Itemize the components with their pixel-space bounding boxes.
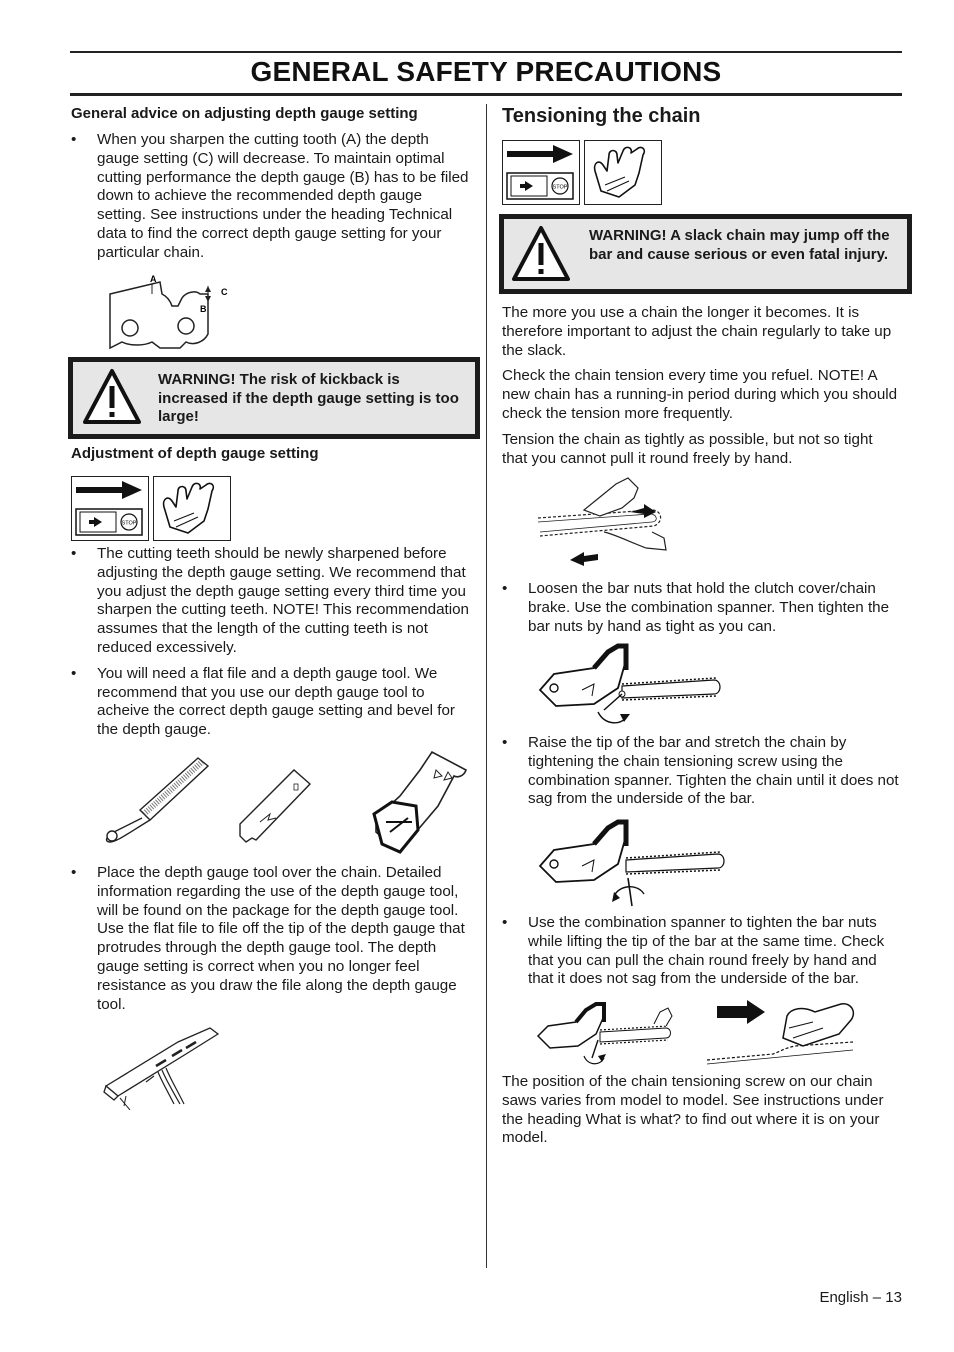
- tension-step-list: [502, 580, 902, 636]
- warning-triangle-icon: [512, 225, 570, 283]
- glove-pictogram: [584, 140, 662, 205]
- gauge-tool-list: [71, 864, 475, 1014]
- glove-icon: [154, 477, 229, 539]
- label-a: A: [150, 274, 157, 284]
- header-rule-bottom: [70, 93, 902, 96]
- slack-chain-warning-text: WARNING! A slack chain may jump off the bar and cause serious or even fatal injury.: [589, 227, 890, 263]
- paragraph-chain-lengthens: The more you use a chain the longer it becomes. It is therefore important to adjust the chain regularly to take up the slack.: [502, 304, 892, 359]
- list-item: • Use the combination spanner to tighten the bar nuts while lifting the tip of the bar at the same time. Check that you can pull the chain round freely by hand and that it does not sag from the underside of the bar.: [502, 914, 902, 989]
- chainsaw-tighten-nuts-figure: [534, 1000, 679, 1070]
- slack-chain-warning-box: [499, 214, 912, 294]
- right-column-step3: [502, 914, 902, 989]
- cutting-tooth-figure: [100, 272, 240, 352]
- left-column: [71, 104, 475, 263]
- page-title: GENERAL SAFETY PRECAUTIONS: [250, 56, 722, 87]
- tools-figure: [100, 748, 472, 860]
- list-item: • You will need a flat file and a depth gauge tool. We recommend that you use our depth gauge tool to acheive the correct depth gauge setting and bevel for the depth gauge.: [71, 665, 475, 740]
- right-column-intro: [502, 304, 902, 468]
- label-c: C: [221, 287, 228, 297]
- right-column-step2: [502, 734, 902, 809]
- kickback-warning-box: [68, 357, 480, 439]
- heading-depth-gauge-advice: General advice on adjusting depth gauge setting: [71, 105, 418, 122]
- heading-adjustment: Adjustment of depth gauge setting: [71, 445, 319, 462]
- paragraph-check-tension: Check the chain tension every time you refuel. NOTE! A new chain has a running-in period during which you should check the tension more frequently.: [502, 367, 898, 422]
- list-item: • When you sharpen the cutting tooth (A) the depth gauge setting (C) will decrease. To maintain optimal cutting performance the depth gauge (B) has to be filed down to achieve the recommended depth gauge setting. See instructions under the heading Technical data to find the correct depth gauge setting for your particular chain.: [71, 131, 475, 263]
- list-item: • Place the depth gauge tool over the chain. Detailed information regarding the use of the depth gauge tool, will be found on the package for the depth gauge tool. Use the flat file to file off the tip of the depth gauge that protrudes through the depth gauge tool. The depth gauge setting is correct when you no longer feel resistance as you draw the file along the depth gauge tool.: [71, 864, 475, 1014]
- list-item: • The cutting teeth should be newly sharpened before adjusting the depth gauge setting. We recommend that you adjust the depth gauge setting every third time you sharpen the cutting teeth. NOTE! This recommendation assumes that the length of the cutting teeth is not reduced excessively.: [71, 545, 475, 658]
- tension-step-list: [502, 734, 902, 809]
- right-column-closing: [502, 1073, 902, 1148]
- filing-depth-gauge-figure: [100, 1020, 230, 1110]
- left-column-list: [71, 545, 475, 740]
- column-divider: [486, 104, 487, 1268]
- read-manual-stop-pictogram: [502, 140, 580, 205]
- chainsaw-tension-screw-figure: [534, 816, 729, 908]
- chainsaw-loosen-nuts-figure: [534, 640, 724, 732]
- flat-file-icon: [107, 758, 208, 842]
- glove-pictogram: [153, 476, 231, 541]
- kickback-warning-text: WARNING! The risk of kickback is increased if the depth gauge setting is too large!: [158, 371, 459, 425]
- tension-step-list: [502, 914, 902, 989]
- page-number: English – 13: [819, 1289, 902, 1306]
- right-column-step1: [502, 580, 902, 636]
- glove-icon: [585, 141, 660, 203]
- arrow-stop-icon: [72, 477, 147, 539]
- arrow-stop-icon: [503, 141, 578, 203]
- left-column-adjustment: [71, 444, 475, 463]
- list-item: • Loosen the bar nuts that hold the clutch cover/chain brake. Use the combination spanner. Then tighten the bar nuts by hand as tight as you can.: [502, 580, 902, 636]
- advice-list: [71, 131, 475, 263]
- right-column: [502, 104, 902, 128]
- paragraph-tension-tightly: Tension the chain as tightly as possible, but not so tight that you cannot pull it round freely by hand.: [502, 430, 873, 467]
- gauge-on-chain-icon: [374, 752, 466, 852]
- section-title-tensioning: Tensioning the chain: [502, 105, 701, 127]
- left-column-list-2: [71, 864, 475, 1014]
- paragraph-screw-position: The position of the chain tensioning screw on our chain saws varies from model to model. See instructions under the heading What is what? to find out where it is on your model.: [502, 1073, 884, 1147]
- glove-pull-chain-figure: [703, 998, 859, 1070]
- list-item: • Raise the tip of the bar and stretch the chain by tightening the chain tensioning screw using the combination spanner. Tighten the chain until it does not sag from the underside of the bar.: [502, 734, 902, 809]
- stop-label: STOP: [552, 184, 568, 191]
- header-rule-top: [70, 51, 902, 53]
- pull-chain-by-hand-figure: [534, 476, 679, 576]
- adjustment-list: [71, 545, 475, 740]
- warning-triangle-icon: [83, 368, 141, 426]
- label-b: B: [200, 304, 207, 314]
- read-manual-stop-pictogram: [71, 476, 149, 541]
- stop-label: STOP: [121, 520, 137, 527]
- depth-gauge-tool-icon: [240, 770, 310, 842]
